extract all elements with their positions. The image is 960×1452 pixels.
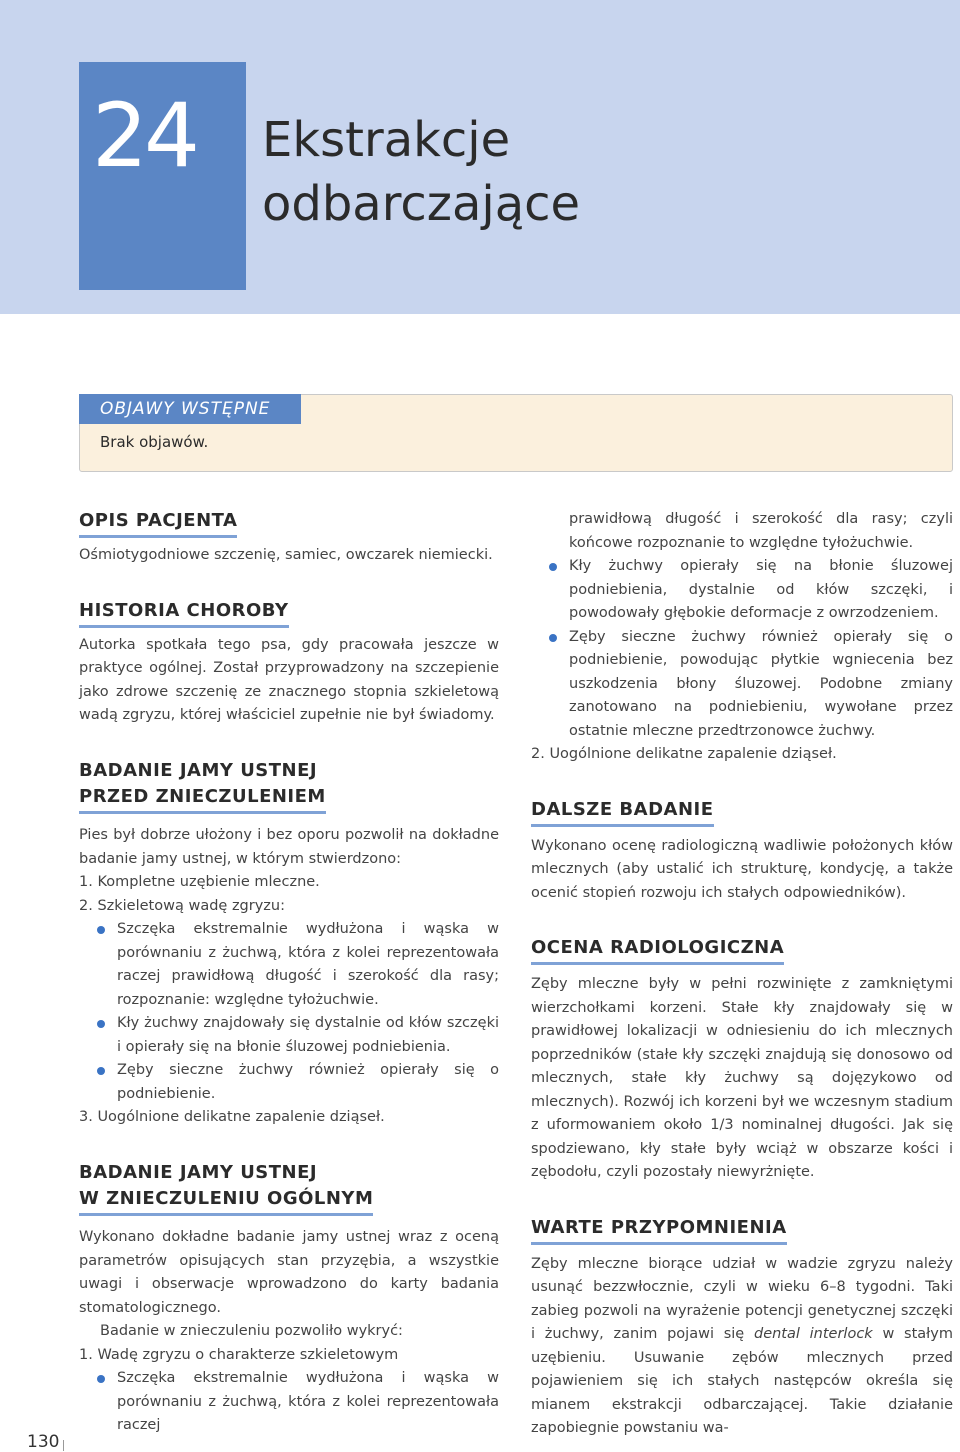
left-column [79, 508, 499, 1438]
opis-text: Ośmiotygodniowe szczenię, samiec, owczarek niemiecki. [79, 547, 493, 563]
historia-text: Autorka spotkała tego psa, gdy pracowała jeszcze w praktyce ogólnej. Został przyprowadzony na szczepienie jako zdrowe szczenię ze znacznego stopnia szkieletową wadą zgryzu, której właściciel zupełnie nie był świadomy. [79, 636, 499, 723]
list-item [79, 1059, 499, 1106]
right-item2: 2. Uogólnione delikatne zapalenie dziąseł. [531, 746, 837, 762]
ocena-text: Zęby mleczne były w pełni rozwinięte z zamkniętymi wierzchołkami korzeni. Stałe kły znajdowały się w prawidłowej lokalizacji w odniesieniu do ich mlecznych poprzedników (stałe kły szczęki znajdują się donosowo od mlecznych, stałe kły żuchwy są dojęzykowo od mlecznych). Rozwój ich korzeni był we wczesnym stadium z uformowaniem około 1/3 nominalnej długości. Jak się spodziewano, kły stałe były wciąż w obszarze kości i zębodołu, czyli pozostały niewyrżnięte. [531, 976, 953, 1180]
warte-text-a: Zęby mleczne biorące udział w wadzie zgryzu należy usunąć bezzwłocznie, czyli w wieku 6–8 tygodni. Taki zabieg pozwoli na wyrażenie potencji genetycznej szczęki i żuchwy, zanim pojawi się [531, 1255, 953, 1342]
bullet-text: Kły żuchwy znajdowały się dystalnie od kłów szczęki i opierały się na błonie śluzowej podniebienia. [117, 1015, 499, 1055]
bullet-dot [97, 1020, 105, 1028]
list-item [79, 1012, 499, 1059]
continued-text: prawidłową długość i szerokość dla rasy; czyli końcowe rozpoznanie to względne tyłożuchwie. [569, 511, 953, 551]
historia-heading: HISTORIA CHOROBY [79, 598, 289, 628]
bullet-text: Szczęka ekstremalnie wydłużona i wąska w porównaniu z żuchwą, która z kolei reprezentowała raczej prawidłową długość i szerokość dla rasy; rozpoznanie: względne tyłożuchwie. [117, 921, 499, 1008]
badanie2-text: Wykonano dokładne badanie jamy ustnej wraz z oceną parametrów opisujących stan przyzębia, a wszystkie uwagi i obserwacje wprowadzono do karty badania stomatologicznego. [79, 1229, 499, 1316]
dalsze-text: Wykonano ocenę radiologiczną wadliwie położonych kłów mlecznych (aby ustalić ich strukturę, kondycję, a także ocenić stopień rozwoju ich stałych odpowiedników). [531, 837, 953, 901]
page-number-rule [63, 1440, 64, 1451]
page-number: 130 [27, 1432, 60, 1452]
right-column [531, 508, 953, 1441]
chapter-title-line2: odbarczające [262, 176, 581, 232]
list-item [79, 1367, 499, 1438]
badanie1-intro: Pies był dobrze ułożony i bez oporu pozwolił na dokładne badanie jamy ustnej, w którym stwierdzono: [79, 827, 499, 867]
list-item [79, 918, 499, 1012]
list-item [531, 555, 953, 626]
bullet-text: Zęby sieczne żuchwy również opierały się o podniebienie, powodując płytkie wgniecenia bez uszkodzenia błony śluzowej. Podobne zmiany zanotowano na podniebieniu, wywołane przez ostatnie mleczne przedtrzonowce żuchwy. [569, 628, 953, 739]
chapter-number: 24 [92, 84, 196, 187]
bullet-dot [97, 1067, 105, 1075]
bullet-dot [549, 563, 557, 571]
warte-text [531, 1253, 953, 1441]
bullet-text: Szczęka ekstremalnie wydłużona i wąska w porównaniu z żuchwą, która z kolei reprezentowała raczej [117, 1370, 499, 1433]
warte-text-b: w stałym uzębieniu. Usuwanie zębów mlecznych przed pojawieniem się ich stałych następców określa się mianem ekstrakcji odbarczającej. Takie działanie zapobiegnie powstaniu wa- [531, 1326, 953, 1436]
badanie2-heading-line2: W ZNIECZULENIU OGÓLNYM [79, 1186, 373, 1216]
bullet-text: Zęby sieczne żuchwy również opierały się o podniebienie. [117, 1062, 499, 1102]
bullet-dot [97, 926, 105, 934]
bullet-text: Kły żuchwy opierały się na błonie śluzowej podniebienia, dystalnie od kłów szczęki, i powodowały głębokie deformacje z owrzodzeniem. [569, 558, 953, 621]
badanie1-item1: 1. Kompletne uzębienie mleczne. [79, 874, 320, 890]
chapter-title-line1: Ekstrakcje [262, 112, 511, 168]
warte-heading: WARTE PRZYPOMNIENIA [531, 1215, 787, 1245]
ocena-heading: OCENA RADIOLOGICZNA [531, 935, 784, 965]
badanie1-heading-line2: PRZED ZNIECZULENIEM [79, 784, 326, 814]
objawy-heading: OBJAWY WSTĘPNE [79, 394, 301, 424]
dalsze-heading: DALSZE BADANIE [531, 797, 714, 827]
bullet-dot [549, 634, 557, 642]
badanie2-item1: 1. Wadę zgryzu o charakterze szkieletowym [79, 1346, 399, 1363]
badanie2-heading-line1: BADANIE JAMY USTNEJ [79, 1161, 318, 1183]
list-item [531, 626, 953, 744]
warte-text-em: dental interlock [753, 1326, 873, 1342]
opis-heading: OPIS PACJENTA [79, 508, 237, 538]
bullet-dot [97, 1375, 105, 1383]
badanie1-heading-line1: BADANIE JAMY USTNEJ [79, 759, 318, 781]
badanie1-item3: 3. Uogólnione delikatne zapalenie dziąseł. [79, 1109, 385, 1125]
badanie2-text2: Badanie w znieczuleniu pozwoliło wykryć: [100, 1323, 403, 1339]
badanie1-item2: 2. Szkieletową wadę zgryzu: [79, 897, 285, 914]
chapter-title [262, 108, 580, 236]
objawy-text: Brak objawów. [100, 433, 209, 451]
